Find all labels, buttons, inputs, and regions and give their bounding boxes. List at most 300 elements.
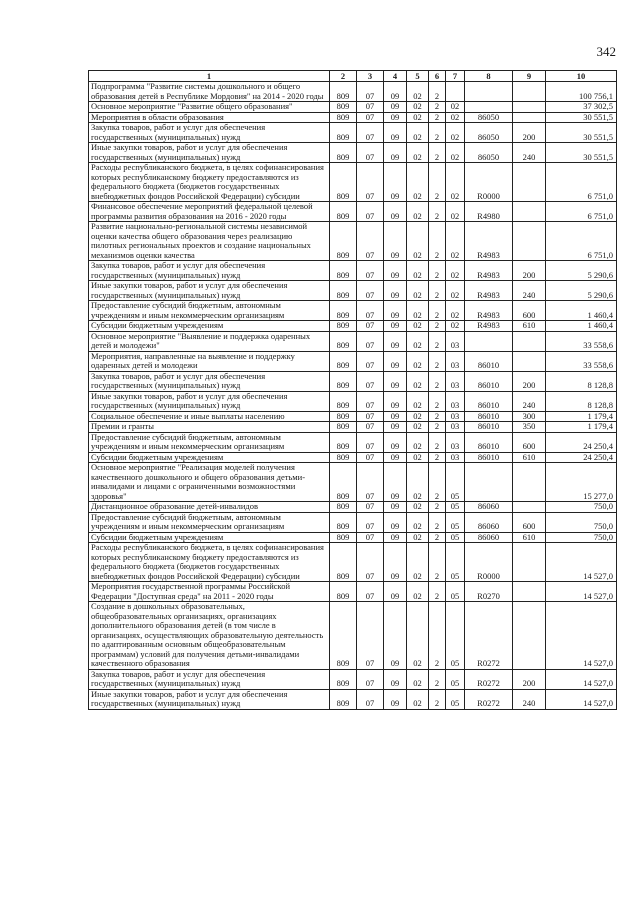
amount-cell: 6 751,0 [546, 222, 617, 261]
amount-cell: 1 460,4 [546, 321, 617, 332]
row-name-cell: Мероприятия государственной программы Российской Федерации "Доступная среда" на 2011 - 2020 годы [89, 582, 330, 602]
ministry-code-cell: 809 [330, 532, 357, 543]
measure-code-cell: 02 [446, 261, 465, 281]
measure-code-cell: 05 [446, 512, 465, 532]
table-row [89, 532, 617, 543]
subsection-code-cell: 09 [384, 422, 407, 433]
row-name-cell: Закупка товаров, работ и услуг для обеспечения государственных (муниципальных) нужд [89, 123, 330, 143]
ministry-code-cell: 809 [330, 371, 357, 391]
expense-type-code-cell: 300 [513, 411, 546, 422]
direction-code-cell: 86050 [465, 123, 513, 143]
expense-type-code-cell: 600 [513, 432, 546, 452]
ministry-code-cell: 809 [330, 281, 357, 301]
ministry-code-cell: 809 [330, 463, 357, 502]
measure-code-cell: 03 [446, 391, 465, 411]
amount-cell: 1 179,4 [546, 411, 617, 422]
table-row [89, 543, 617, 582]
measure-code-cell: 02 [446, 301, 465, 321]
subsection-code-cell: 09 [384, 391, 407, 411]
measure-code-cell: 03 [446, 371, 465, 391]
expense-type-code-cell: 610 [513, 532, 546, 543]
section-code-cell: 07 [357, 422, 384, 433]
section-code-cell: 07 [357, 432, 384, 452]
table-body [89, 82, 617, 710]
subprogram-code-cell: 2 [429, 112, 446, 123]
subprogram-code-cell: 2 [429, 261, 446, 281]
expense-type-code-cell: 600 [513, 301, 546, 321]
budget-table [88, 70, 617, 710]
amount-cell: 14 527,0 [546, 602, 617, 670]
subprogram-code-cell: 2 [429, 432, 446, 452]
measure-code-cell: 02 [446, 112, 465, 123]
expense-type-code-cell [513, 82, 546, 102]
program-code-cell: 02 [407, 602, 429, 670]
row-name-cell: Иные закупки товаров, работ и услуг для обеспечения государственных (муниципальных) нужд [89, 281, 330, 301]
row-name-cell: Предоставление субсидий бюджетным, автономным учреждениям и иным некоммерческим организациям [89, 301, 330, 321]
section-code-cell: 07 [357, 261, 384, 281]
subprogram-code-cell: 2 [429, 371, 446, 391]
ministry-code-cell: 809 [330, 602, 357, 670]
program-code-cell: 02 [407, 391, 429, 411]
direction-code-cell: 86010 [465, 351, 513, 371]
row-name-cell: Дистанционное образование детей-инвалидов [89, 502, 330, 513]
column-header-7: 7 [446, 71, 465, 82]
program-code-cell: 02 [407, 261, 429, 281]
ministry-code-cell: 809 [330, 301, 357, 321]
row-name-cell: Подпрограмма "Развитие системы дошкольного и общего образования детей в Республике Мордовия" на 2014 - 2020 годы [89, 82, 330, 102]
section-code-cell: 07 [357, 463, 384, 502]
subprogram-code-cell: 2 [429, 222, 446, 261]
ministry-code-cell: 809 [330, 261, 357, 281]
subprogram-code-cell: 2 [429, 502, 446, 513]
ministry-code-cell: 809 [330, 112, 357, 123]
table-row [89, 102, 617, 113]
program-code-cell: 02 [407, 202, 429, 222]
subsection-code-cell: 09 [384, 432, 407, 452]
table-row [89, 351, 617, 371]
subprogram-code-cell: 2 [429, 351, 446, 371]
row-name-cell: Основное мероприятие "Развитие общего образования" [89, 102, 330, 113]
column-header-5: 5 [407, 71, 429, 82]
program-code-cell: 02 [407, 452, 429, 463]
direction-code-cell: R0272 [465, 602, 513, 670]
table-row [89, 411, 617, 422]
ministry-code-cell: 809 [330, 689, 357, 709]
measure-code-cell: 02 [446, 222, 465, 261]
table-row [89, 512, 617, 532]
direction-code-cell: R0272 [465, 669, 513, 689]
subprogram-code-cell: 2 [429, 452, 446, 463]
measure-code-cell: 05 [446, 582, 465, 602]
section-code-cell: 07 [357, 163, 384, 202]
subprogram-code-cell: 2 [429, 321, 446, 332]
subsection-code-cell: 09 [384, 532, 407, 543]
measure-code-cell: 02 [446, 281, 465, 301]
table-row [89, 222, 617, 261]
subsection-code-cell: 09 [384, 371, 407, 391]
program-code-cell: 02 [407, 331, 429, 351]
section-code-cell: 07 [357, 411, 384, 422]
amount-cell: 15 277,0 [546, 463, 617, 502]
direction-code-cell: R0000 [465, 543, 513, 582]
subprogram-code-cell: 2 [429, 602, 446, 670]
table-row [89, 371, 617, 391]
direction-code-cell [465, 82, 513, 102]
subsection-code-cell: 09 [384, 512, 407, 532]
expense-type-code-cell: 350 [513, 422, 546, 433]
table-row [89, 123, 617, 143]
amount-cell: 30 551,5 [546, 123, 617, 143]
table-row [89, 432, 617, 452]
row-name-cell: Создание в дошкольных образовательных, общеобразовательных организациях, организациях дополнительного образования детей (в том числе в организациях, осуществляющих образовательную деятельность по адаптированным основным общеобразовательным программам) условий для получения детьми-инвалидами качественного образования [89, 602, 330, 670]
table-row [89, 163, 617, 202]
subsection-code-cell: 09 [384, 452, 407, 463]
subsection-code-cell: 09 [384, 202, 407, 222]
measure-code-cell [446, 82, 465, 102]
measure-code-cell: 03 [446, 422, 465, 433]
column-header-6: 6 [429, 71, 446, 82]
section-code-cell: 07 [357, 112, 384, 123]
amount-cell: 14 527,0 [546, 669, 617, 689]
amount-cell: 33 558,6 [546, 331, 617, 351]
direction-code-cell: R4983 [465, 261, 513, 281]
row-name-cell: Субсидии бюджетным учреждениям [89, 321, 330, 332]
ministry-code-cell: 809 [330, 669, 357, 689]
subprogram-code-cell: 2 [429, 411, 446, 422]
section-code-cell: 07 [357, 202, 384, 222]
amount-cell: 30 551,5 [546, 112, 617, 123]
subsection-code-cell: 09 [384, 281, 407, 301]
subsection-code-cell: 09 [384, 112, 407, 123]
expense-type-code-cell: 200 [513, 261, 546, 281]
section-code-cell: 07 [357, 102, 384, 113]
expense-type-code-cell [513, 351, 546, 371]
amount-cell: 5 290,6 [546, 261, 617, 281]
subsection-code-cell: 09 [384, 222, 407, 261]
subprogram-code-cell: 2 [429, 82, 446, 102]
direction-code-cell: R0270 [465, 582, 513, 602]
direction-code-cell: R4983 [465, 281, 513, 301]
amount-cell: 8 128,8 [546, 391, 617, 411]
section-code-cell: 07 [357, 321, 384, 332]
column-header-1: 1 [89, 71, 330, 82]
amount-cell: 1 460,4 [546, 301, 617, 321]
row-name-cell: Основное мероприятие "Реализация моделей получения качественного дошкольного и общего образования детьми-инвалидами и лицами с ограниченными возможностями здоровья" [89, 463, 330, 502]
subprogram-code-cell: 2 [429, 391, 446, 411]
program-code-cell: 02 [407, 502, 429, 513]
amount-cell: 14 527,0 [546, 689, 617, 709]
direction-code-cell: R4983 [465, 321, 513, 332]
measure-code-cell: 03 [446, 411, 465, 422]
measure-code-cell: 03 [446, 452, 465, 463]
row-name-cell: Иные закупки товаров, работ и услуг для обеспечения государственных (муниципальных) нужд [89, 391, 330, 411]
program-code-cell: 02 [407, 512, 429, 532]
expense-type-code-cell [513, 463, 546, 502]
section-code-cell: 07 [357, 82, 384, 102]
table-row [89, 422, 617, 433]
subprogram-code-cell: 2 [429, 163, 446, 202]
subsection-code-cell: 09 [384, 351, 407, 371]
direction-code-cell: 86050 [465, 112, 513, 123]
direction-code-cell: 86010 [465, 371, 513, 391]
row-name-cell: Основное мероприятие "Выявление и поддержка одаренных детей и молодежи" [89, 331, 330, 351]
row-name-cell: Мероприятия в области образования [89, 112, 330, 123]
program-code-cell: 02 [407, 102, 429, 113]
subsection-code-cell: 09 [384, 411, 407, 422]
amount-cell: 750,0 [546, 502, 617, 513]
program-code-cell: 02 [407, 669, 429, 689]
ministry-code-cell: 809 [330, 512, 357, 532]
amount-cell: 24 250,4 [546, 432, 617, 452]
direction-code-cell: R0000 [465, 163, 513, 202]
expense-type-code-cell: 240 [513, 143, 546, 163]
table-row [89, 301, 617, 321]
subprogram-code-cell: 2 [429, 102, 446, 113]
direction-code-cell: 86060 [465, 512, 513, 532]
program-code-cell: 02 [407, 432, 429, 452]
ministry-code-cell: 809 [330, 102, 357, 113]
page-number: 342 [596, 44, 616, 59]
expense-type-code-cell: 600 [513, 512, 546, 532]
column-header-9: 9 [513, 71, 546, 82]
measure-code-cell: 02 [446, 321, 465, 332]
column-header-8: 8 [465, 71, 513, 82]
ministry-code-cell: 809 [330, 422, 357, 433]
direction-code-cell: 86010 [465, 422, 513, 433]
subsection-code-cell: 09 [384, 543, 407, 582]
table-row [89, 463, 617, 502]
amount-cell: 1 179,4 [546, 422, 617, 433]
row-name-cell: Финансовое обеспечение мероприятий федеральной целевой программы развития образования на 2016 - 2020 годы [89, 202, 330, 222]
measure-code-cell: 02 [446, 123, 465, 143]
row-name-cell: Развитие национально-региональной системы независимой оценки качества общего образования через реализацию пилотных региональных проектов и создание национальных механизмов оценки качества [89, 222, 330, 261]
subprogram-code-cell: 2 [429, 331, 446, 351]
row-name-cell: Иные закупки товаров, работ и услуг для обеспечения государственных (муниципальных) нужд [89, 143, 330, 163]
subprogram-code-cell: 2 [429, 512, 446, 532]
section-code-cell: 07 [357, 582, 384, 602]
program-code-cell: 02 [407, 321, 429, 332]
section-code-cell: 07 [357, 281, 384, 301]
program-code-cell: 02 [407, 123, 429, 143]
direction-code-cell [465, 331, 513, 351]
ministry-code-cell: 809 [330, 452, 357, 463]
subsection-code-cell: 09 [384, 463, 407, 502]
expense-type-code-cell [513, 543, 546, 582]
table-row [89, 281, 617, 301]
ministry-code-cell: 809 [330, 432, 357, 452]
table-row [89, 582, 617, 602]
subprogram-code-cell: 2 [429, 202, 446, 222]
program-code-cell: 02 [407, 543, 429, 582]
ministry-code-cell: 809 [330, 321, 357, 332]
table-row [89, 331, 617, 351]
direction-code-cell: 86010 [465, 432, 513, 452]
amount-cell: 14 527,0 [546, 543, 617, 582]
direction-code-cell: R0272 [465, 689, 513, 709]
subsection-code-cell: 09 [384, 689, 407, 709]
table-row [89, 669, 617, 689]
direction-code-cell [465, 463, 513, 502]
amount-cell: 6 751,0 [546, 163, 617, 202]
amount-cell: 5 290,6 [546, 281, 617, 301]
table-row [89, 321, 617, 332]
ministry-code-cell: 809 [330, 143, 357, 163]
subsection-code-cell: 09 [384, 143, 407, 163]
subsection-code-cell: 09 [384, 602, 407, 670]
direction-code-cell: R4983 [465, 222, 513, 261]
subprogram-code-cell: 2 [429, 582, 446, 602]
subsection-code-cell: 09 [384, 669, 407, 689]
row-name-cell: Расходы республиканского бюджета, в целях софинансирования которых республиканскому бюджету предоставляются из федерального бюджета (бюджетов государственных внебюджетных фондов Российской Федерации) субсидии [89, 543, 330, 582]
row-name-cell: Премии и гранты [89, 422, 330, 433]
ministry-code-cell: 809 [330, 82, 357, 102]
table-row [89, 391, 617, 411]
measure-code-cell: 02 [446, 102, 465, 113]
table-row [89, 452, 617, 463]
amount-cell: 14 527,0 [546, 582, 617, 602]
measure-code-cell: 02 [446, 163, 465, 202]
measure-code-cell: 05 [446, 502, 465, 513]
expense-type-code-cell: 200 [513, 669, 546, 689]
column-header-2: 2 [330, 71, 357, 82]
subprogram-code-cell: 2 [429, 143, 446, 163]
section-code-cell: 07 [357, 123, 384, 143]
row-name-cell: Субсидии бюджетным учреждениям [89, 532, 330, 543]
subprogram-code-cell: 2 [429, 463, 446, 502]
ministry-code-cell: 809 [330, 391, 357, 411]
amount-cell: 37 302,5 [546, 102, 617, 113]
section-code-cell: 07 [357, 391, 384, 411]
program-code-cell: 02 [407, 82, 429, 102]
expense-type-code-cell [513, 112, 546, 123]
direction-code-cell: 86010 [465, 452, 513, 463]
ministry-code-cell: 809 [330, 202, 357, 222]
direction-code-cell: 86010 [465, 391, 513, 411]
ministry-code-cell: 809 [330, 163, 357, 202]
ministry-code-cell: 809 [330, 351, 357, 371]
program-code-cell: 02 [407, 411, 429, 422]
row-name-cell: Закупка товаров, работ и услуг для обеспечения государственных (муниципальных) нужд [89, 371, 330, 391]
subsection-code-cell: 09 [384, 102, 407, 113]
program-code-cell: 02 [407, 422, 429, 433]
subsection-code-cell: 09 [384, 582, 407, 602]
program-code-cell: 02 [407, 222, 429, 261]
ministry-code-cell: 809 [330, 502, 357, 513]
amount-cell: 30 551,5 [546, 143, 617, 163]
section-code-cell: 07 [357, 502, 384, 513]
amount-cell: 750,0 [546, 512, 617, 532]
column-header-10: 10 [546, 71, 617, 82]
ministry-code-cell: 809 [330, 582, 357, 602]
expense-type-code-cell: 610 [513, 321, 546, 332]
subprogram-code-cell: 2 [429, 543, 446, 582]
section-code-cell: 07 [357, 143, 384, 163]
subsection-code-cell: 09 [384, 163, 407, 202]
program-code-cell: 02 [407, 532, 429, 543]
program-code-cell: 02 [407, 112, 429, 123]
direction-code-cell: 86060 [465, 502, 513, 513]
subsection-code-cell: 09 [384, 321, 407, 332]
amount-cell: 24 250,4 [546, 452, 617, 463]
amount-cell: 33 558,6 [546, 351, 617, 371]
measure-code-cell: 05 [446, 669, 465, 689]
row-name-cell: Предоставление субсидий бюджетным, автономным учреждениям и иным некоммерческим организациям [89, 432, 330, 452]
subsection-code-cell: 09 [384, 261, 407, 281]
section-code-cell: 07 [357, 532, 384, 543]
measure-code-cell: 03 [446, 331, 465, 351]
expense-type-code-cell [513, 222, 546, 261]
section-code-cell: 07 [357, 602, 384, 670]
expense-type-code-cell: 240 [513, 281, 546, 301]
amount-cell: 6 751,0 [546, 202, 617, 222]
expense-type-code-cell [513, 502, 546, 513]
expense-type-code-cell: 610 [513, 452, 546, 463]
subprogram-code-cell: 2 [429, 689, 446, 709]
section-code-cell: 07 [357, 301, 384, 321]
section-code-cell: 07 [357, 512, 384, 532]
row-name-cell: Социальное обеспечение и иные выплаты населению [89, 411, 330, 422]
measure-code-cell: 05 [446, 532, 465, 543]
program-code-cell: 02 [407, 301, 429, 321]
program-code-cell: 02 [407, 689, 429, 709]
amount-cell: 750,0 [546, 532, 617, 543]
column-header-4: 4 [384, 71, 407, 82]
direction-code-cell [465, 102, 513, 113]
program-code-cell: 02 [407, 281, 429, 301]
section-code-cell: 07 [357, 689, 384, 709]
measure-code-cell: 03 [446, 432, 465, 452]
direction-code-cell: 86010 [465, 411, 513, 422]
direction-code-cell: 86050 [465, 143, 513, 163]
subprogram-code-cell: 2 [429, 669, 446, 689]
measure-code-cell: 02 [446, 143, 465, 163]
amount-cell: 100 756,1 [546, 82, 617, 102]
subsection-code-cell: 09 [384, 301, 407, 321]
ministry-code-cell: 809 [330, 222, 357, 261]
subprogram-code-cell: 2 [429, 281, 446, 301]
subsection-code-cell: 09 [384, 502, 407, 513]
table-row [89, 502, 617, 513]
row-name-cell: Субсидии бюджетным учреждениям [89, 452, 330, 463]
subsection-code-cell: 09 [384, 123, 407, 143]
program-code-cell: 02 [407, 163, 429, 202]
ministry-code-cell: 809 [330, 331, 357, 351]
table-row [89, 689, 617, 709]
measure-code-cell: 05 [446, 689, 465, 709]
section-code-cell: 07 [357, 351, 384, 371]
section-code-cell: 07 [357, 543, 384, 582]
row-name-cell: Закупка товаров, работ и услуг для обеспечения государственных (муниципальных) нужд [89, 669, 330, 689]
subprogram-code-cell: 2 [429, 532, 446, 543]
expense-type-code-cell [513, 331, 546, 351]
expense-type-code-cell: 200 [513, 371, 546, 391]
measure-code-cell: 05 [446, 463, 465, 502]
program-code-cell: 02 [407, 582, 429, 602]
row-name-cell: Иные закупки товаров, работ и услуг для обеспечения государственных (муниципальных) нужд [89, 689, 330, 709]
ministry-code-cell: 809 [330, 543, 357, 582]
measure-code-cell: 02 [446, 202, 465, 222]
row-name-cell: Мероприятия, направленные на выявление и поддержку одаренных детей и молодежи [89, 351, 330, 371]
ministry-code-cell: 809 [330, 411, 357, 422]
subprogram-code-cell: 2 [429, 301, 446, 321]
subsection-code-cell: 09 [384, 331, 407, 351]
amount-cell: 8 128,8 [546, 371, 617, 391]
measure-code-cell: 03 [446, 351, 465, 371]
section-code-cell: 07 [357, 452, 384, 463]
expense-type-code-cell: 200 [513, 123, 546, 143]
table-row [89, 602, 617, 670]
subprogram-code-cell: 2 [429, 123, 446, 143]
